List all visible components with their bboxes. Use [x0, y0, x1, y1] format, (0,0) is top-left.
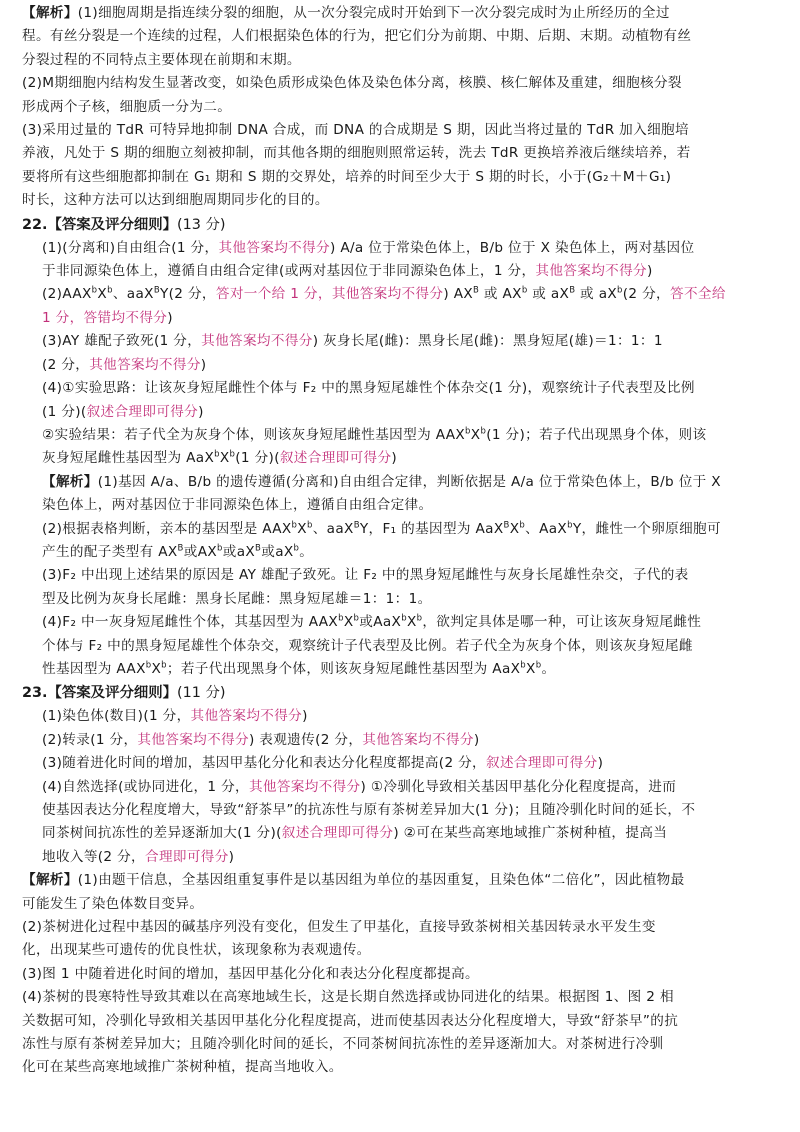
q22-block [22, 213, 782, 682]
genotype: $AaX^BX^b$ [475, 520, 526, 537]
scoring-note: 答不全给 [670, 286, 726, 303]
explain-line: 关数据可知，冷驯化导致相关基因甲基化分化程度提高，进而使基因表达分化程度增大，导致“舒茶早”的抗 [22, 1012, 679, 1029]
text-line: (2)M期细胞内结构发生显著改变，如染色质形成染色体及染色体分离，核膜、核仁解体及重建，细胞核分裂 [22, 75, 682, 92]
genotype: AaX$^b$Y [539, 520, 582, 537]
answer-line: 于非同源染色体上，遵循自由组合定律(或两对基因位于非同源染色体上，1 分，其他答案均不得分) [42, 263, 653, 280]
explain-line: 性基因型为 $AAX^bX^b$；若子代出现黑身个体，则该灰身短尾雌性基因型为 $AaX^bX^b$。 [42, 660, 556, 677]
scoring-note: 叙述合理即可得分 [86, 403, 199, 420]
explain-line: 【解析】(1)基因 A/a、B/b 的遗传遵循(分离和)自由组合定律，判断依据是 A/a 位于常染色体上，B/b 位于 X [42, 473, 721, 490]
scoring-note: 合理即可得分 [145, 848, 229, 865]
q21-analysis [22, 2, 782, 213]
genotype: $aX^B$ [550, 285, 576, 303]
genotype: $AaX^bX^b$ [373, 613, 423, 631]
genotype: aaX$^B$Y [126, 285, 169, 303]
genotype: $AaX^bX^b$ [492, 660, 542, 677]
scoring-note: 叙述合理即可得分 [281, 825, 394, 842]
answer-line: (4)①实验思路：让该灰身短尾雌性个体与 F₂ 中的黑身短尾雄性个体杂交(1 分)，观察统计子代表型及比例 [42, 380, 695, 397]
genotype: $aX^b$ [598, 285, 623, 303]
answer-line: 灰身短尾雌性基因型为 $AaX^bX^b(1$ 分)(叙述合理即可得分) [42, 449, 398, 467]
answer-line: 地收入等(2 分，合理即可得分) [42, 848, 235, 865]
answer-line: (2 分，其他答案均不得分) [42, 356, 207, 373]
scoring-note: 叙述合理即可得分 [279, 450, 392, 467]
answer-line: (4)自然选择(或协同进化，1 分，其他答案均不得分) ①冷驯化导致相关基因甲基化分化程度提高，进而 [42, 778, 677, 795]
answer-line: 使基因表达分化程度增大，导致“舒茶早”的抗冻性与原有茶树差异加大(1 分)；且随冷驯化时间的延长，不 [42, 802, 696, 818]
explain-line: (2)茶树进化过程中基因的碱基序列没有变化，但发生了甲基化，直接导致茶树相关基因转录水平发生变 [22, 919, 656, 936]
scoring-note: 答对一个给 1 分，其他答案均不得分 [215, 286, 444, 303]
genotype: $AAX^bX^b$ [308, 613, 360, 631]
text-line: 形成两个子核，细胞质一分为二。 [22, 98, 232, 115]
scoring-note: 叙述合理即可得分 [486, 755, 598, 772]
explain-line: 【解析】(1)由题干信息，全基因组重复事件是以基因组为单位的基因重复，且染色体“二倍化”，因此植物最 [22, 872, 685, 889]
text-line: 【解析】(1)细胞周期是指连续分裂的细胞，从一次分裂完成时开始到下一次分裂完成时为止所经历的全过 [22, 5, 670, 21]
scoring-note: 其他答案均不得分 [535, 263, 647, 280]
genotype: $aX^b$ [275, 543, 300, 560]
scoring-note: 1 分，答错均不得分 [42, 309, 168, 326]
genotype: $AX^B$ [158, 543, 184, 560]
answer-line: 同茶树间抗冻性的差异逐渐加大(1 分)(叙述合理即可得分) ②可在某些高寒地域推广茶树种植，提高当 [42, 825, 668, 842]
answer-line: $(2)AAX^bX^b$、aaX$^B$Y(2 分，答对一个给 1 分，其他答案均不得分) $AX^B$ 或 $AX^b$ 或 $aX^B$ 或 $aX^b(2$ 分，答不全给 [42, 285, 726, 303]
scoring-note: 其他答案均不得分 [362, 731, 474, 748]
explain-line: 产生的配子类型有 $AX^B$或$AX^b$或$aX^B$或$aX^b$。 [42, 543, 314, 560]
scoring-note: 其他答案均不得分 [190, 708, 303, 725]
genotype: $AX^b$ [502, 285, 528, 303]
explain-tag: 【解析】 [22, 872, 78, 889]
explain-line: (4)F₂ 中一灰身短尾雌性个体，其基因型为 $AAX^bX^b$或$AaX^bX^b$，欲判定具体是哪一种，可让该灰身短尾雌性 [42, 613, 702, 631]
scoring-note: 其他答案均不得分 [218, 239, 330, 256]
answer-line: (1 分)(叙述合理即可得分) [42, 403, 204, 420]
explain-line: 化，出现某些可遗传的优良性状，该现象称为表观遗传。 [22, 942, 371, 959]
answer-line: 1 分，答错均不得分) [42, 309, 173, 326]
scoring-note: 其他答案均不得分 [89, 356, 201, 373]
answer-line: (3)随着进化时间的增加，基因甲基化分化和表达分化程度都提高(2 分，叙述合理即可得分) [42, 755, 604, 772]
answer-line: (3)AY 雄配子致死(1 分，其他答案均不得分) 灰身长尾(雌)：黑身长尾(雌)：黑身短尾(雄)＝1：1：1 [42, 333, 663, 350]
scoring-note: 其他答案均不得分 [248, 778, 361, 795]
genotype: aaX$^B$Y [326, 520, 369, 537]
text-line: 分裂过程的不同特点主要体现在前期和末期。 [22, 51, 301, 68]
scoring-note: 其他答案均不得分 [137, 731, 249, 748]
genotype: $AAX^bX^b$ [262, 520, 313, 537]
genotype: $AaX^bX^b$ [186, 449, 236, 467]
genotype: $AX^B$ [453, 285, 480, 303]
explain-line: (2)根据表格判断，亲本的基因型是 $AAX^bX^b$、aaX$^B$Y，F₁ 的基因型为 $AaX^BX^b$、AaX$^b$Y，雌性一个卵原细胞可 [42, 520, 721, 537]
genotype: $AAX^bX^b$ [435, 426, 487, 443]
explain-line: 可能发生了染色体数目变异。 [22, 895, 204, 912]
explain-line: (3)F₂ 中出现上述结果的原因是 AY 雄配子致死。让 F₂ 中的黑身短尾雌性与灰身长尾雄性杂交，子代的表 [42, 567, 689, 584]
answer-line: (1)(分离和)自由组合(1 分，其他答案均不得分) A/a 位于常染色体上，B/b 位于 X 染色体上，两对基因位 [42, 239, 695, 256]
text-line: 时长，这种方法可以达到细胞周期同步化的目的。 [22, 192, 329, 209]
genotype: $AAX^bX^b$ [116, 660, 167, 677]
explain-line: 冻性与原有茶树差异加大；且随冷驯化时间的延长，不同茶树间抗冻性的差异逐渐加大。对茶树进行冷驯 [22, 1036, 664, 1053]
genotype: $AAX^bX^b$ [62, 285, 113, 303]
text-line: (3)采用过量的 TdR 可特异地抑制 DNA 合成，而 DNA 的合成期是 S 期，因此当将过量的 TdR 加入细胞培 [22, 122, 689, 139]
scoring-note: 其他答案均不得分 [201, 333, 313, 350]
question-heading: 22.【答案及评分细则】(13 分) [22, 216, 226, 233]
answer-line: (1)染色体(数目)(1 分，其他答案均不得分) [42, 708, 308, 725]
explain-tag: 【解析】 [22, 5, 78, 21]
answer-line: ②实验结果：若子代全为灰身个体，则该灰身短尾雌性基因型为 $AAX^bX^b(1$ 分)；若子代出现黑身个体，则该 [42, 426, 707, 443]
genotype: $AX^b$ [197, 543, 223, 560]
text-line: 程。有丝分裂是一个连续的过程，人们根据染色体的行为，把它们分为前期、中期、后期、末期。动植物有丝 [22, 28, 692, 45]
explain-line: 型及比例为灰身长尾雌：黑身长尾雌：黑身短尾雄＝1：1：1。 [42, 590, 432, 607]
text-line: 要将所有这些细胞都抑制在 G₁ 期和 S 期的交界处，培养的时间至少大于 S 期的时长，小于(G₂＋M＋G₁) [22, 168, 672, 185]
explain-line: 个体与 F₂ 中的黑身短尾雄性个体杂交，观察统计子代表型及比例。若子代全为灰身个体，则该灰身短尾雌 [42, 637, 693, 654]
q23-block [22, 681, 782, 1080]
question-heading: 23.【答案及评分细则】(11 分) [22, 685, 226, 702]
answer-line: (2)转录(1 分，其他答案均不得分) 表观遗传(2 分，其他答案均不得分) [42, 731, 480, 748]
genotype: $aX^B$ [236, 543, 262, 560]
explain-line: (3)图 1 中随着进化时间的增加，基因甲基化分化和表达分化程度都提高。 [22, 965, 479, 982]
text-line: 养液，凡处于 S 期的细胞立刻被抑制，而其他各期的细胞则照常运转，洗去 TdR 更换培养液后继续培养，若 [22, 145, 691, 162]
explain-line: (4)茶树的畏寒特性导致其难以在高寒地域生长，这是长期自然选择或协同进化的结果。根据图 1、图 2 相 [22, 989, 674, 1006]
explain-line: 化可在某些高寒地域推广茶树种植，提高当地收入。 [22, 1059, 343, 1076]
explain-line: 染色体上，两对基因位于非同源染色体上，遵循自由组合定律。 [42, 497, 433, 514]
explain-tag: 【解析】 [42, 473, 98, 490]
